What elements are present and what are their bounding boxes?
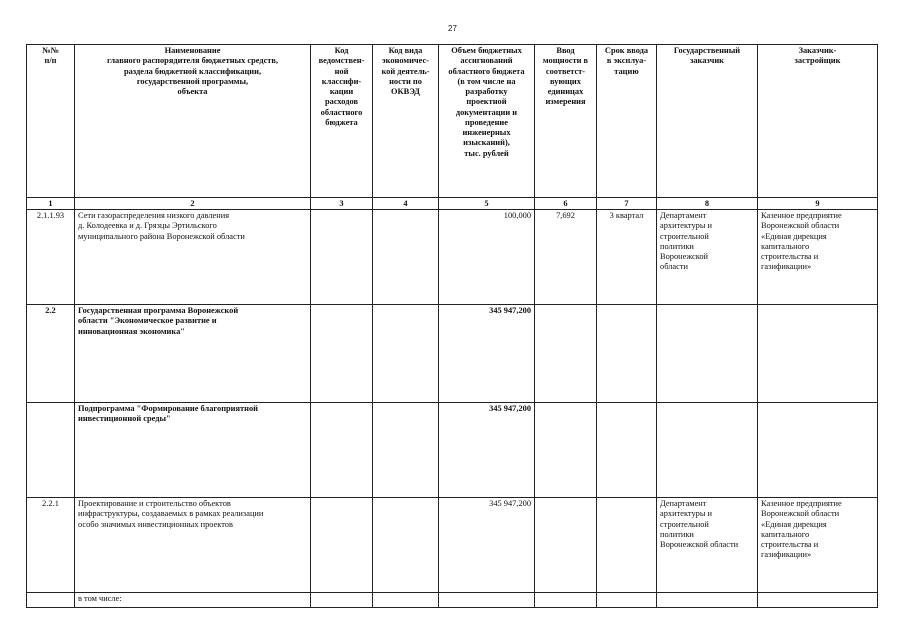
row-amount: 345 947,200 <box>439 305 535 403</box>
header-customer: Государственный заказчик <box>657 45 758 198</box>
row-capacity <box>535 305 597 403</box>
row-capacity <box>535 403 597 498</box>
header-num: №№ п/п <box>27 45 75 198</box>
column-number: 4 <box>373 198 439 210</box>
row-code-dept <box>311 593 373 608</box>
row-num <box>27 403 75 498</box>
column-number: 1 <box>27 198 75 210</box>
table-row <box>27 498 878 593</box>
row-customer <box>657 305 758 403</box>
column-number: 6 <box>535 198 597 210</box>
row-capacity <box>535 498 597 593</box>
row-name: Сети газораспределения низкого давления д. Колодеевка и д. Грязцы Эртильского муниципального района Воронежской области <box>75 210 311 305</box>
header-amount: Объем бюджетных ассигнований областного бюджета (в том числе на разработку проектной документации и проведение инженерных изысканий), тыс. рублей <box>439 45 535 198</box>
row-num: 2.2 <box>27 305 75 403</box>
row-code-okved <box>373 210 439 305</box>
row-developer: Казенное предприятие Воронежской области «Единая дирекция капитального строительства и газификации» <box>758 210 878 305</box>
column-number: 3 <box>311 198 373 210</box>
row-code-dept <box>311 305 373 403</box>
row-customer <box>657 403 758 498</box>
row-name: в том числе: <box>75 593 311 608</box>
header-code-okved: Код вида экономичес- кой деятель- ности по ОКВЭД <box>373 45 439 198</box>
budget-table <box>26 44 878 608</box>
row-developer <box>758 305 878 403</box>
row-amount: 345 947,200 <box>439 403 535 498</box>
row-customer: Департамент архитектуры и строительной политики Воронежской области <box>657 498 758 593</box>
row-code-dept <box>311 403 373 498</box>
column-number: 9 <box>758 198 878 210</box>
row-code-okved <box>373 593 439 608</box>
header-term: Срок ввода в эксплуа- тацию <box>597 45 657 198</box>
column-number: 8 <box>657 198 758 210</box>
row-code-okved <box>373 403 439 498</box>
table-row <box>27 593 878 608</box>
row-amount: 100,000 <box>439 210 535 305</box>
row-code-dept <box>311 498 373 593</box>
row-term: 3 квартал <box>597 210 657 305</box>
row-code-okved <box>373 498 439 593</box>
row-name: Государственная программа Воронежской области "Экономическое развитие и инновационная экономика" <box>75 305 311 403</box>
header-code-dept: Код ведомствен- ной классифи- кации расходов областного бюджета <box>311 45 373 198</box>
row-code-okved <box>373 305 439 403</box>
column-number-row <box>27 198 878 210</box>
page-number: 27 <box>448 24 457 33</box>
row-name: Подпрограмма "Формирование благоприятной инвестиционной среды" <box>75 403 311 498</box>
header-name: Наименование главного распорядителя бюджетных средств, раздела бюджетной классификации, государственной программы, объекта <box>75 45 311 198</box>
row-amount: 345 947,200 <box>439 498 535 593</box>
row-num: 2.2.1 <box>27 498 75 593</box>
table-row <box>27 305 878 403</box>
row-term <box>597 498 657 593</box>
row-term <box>597 305 657 403</box>
row-code-dept <box>311 210 373 305</box>
header-capacity: Ввод мощности в соответст- вующих единицах измерения <box>535 45 597 198</box>
column-number: 2 <box>75 198 311 210</box>
row-developer: Казенное предприятие Воронежской области «Единая дирекция капитального строительства и газификации» <box>758 498 878 593</box>
column-number: 5 <box>439 198 535 210</box>
row-customer <box>657 593 758 608</box>
header-developer: Заказчик- застройщик <box>758 45 878 198</box>
row-num <box>27 593 75 608</box>
row-developer <box>758 593 878 608</box>
row-term <box>597 593 657 608</box>
row-term <box>597 403 657 498</box>
row-capacity: 7,692 <box>535 210 597 305</box>
table-row <box>27 403 878 498</box>
row-developer <box>758 403 878 498</box>
row-name: Проектирование и строительство объектов инфраструктуры, создаваемых в рамках реализации особо значимых инвестиционных проектов <box>75 498 311 593</box>
row-customer: Департамент архитектуры и строительной политики Воронежской области <box>657 210 758 305</box>
header-row <box>27 45 878 198</box>
row-num: 2.1.1.93 <box>27 210 75 305</box>
column-number: 7 <box>597 198 657 210</box>
table-row <box>27 210 878 305</box>
row-amount <box>439 593 535 608</box>
row-capacity <box>535 593 597 608</box>
